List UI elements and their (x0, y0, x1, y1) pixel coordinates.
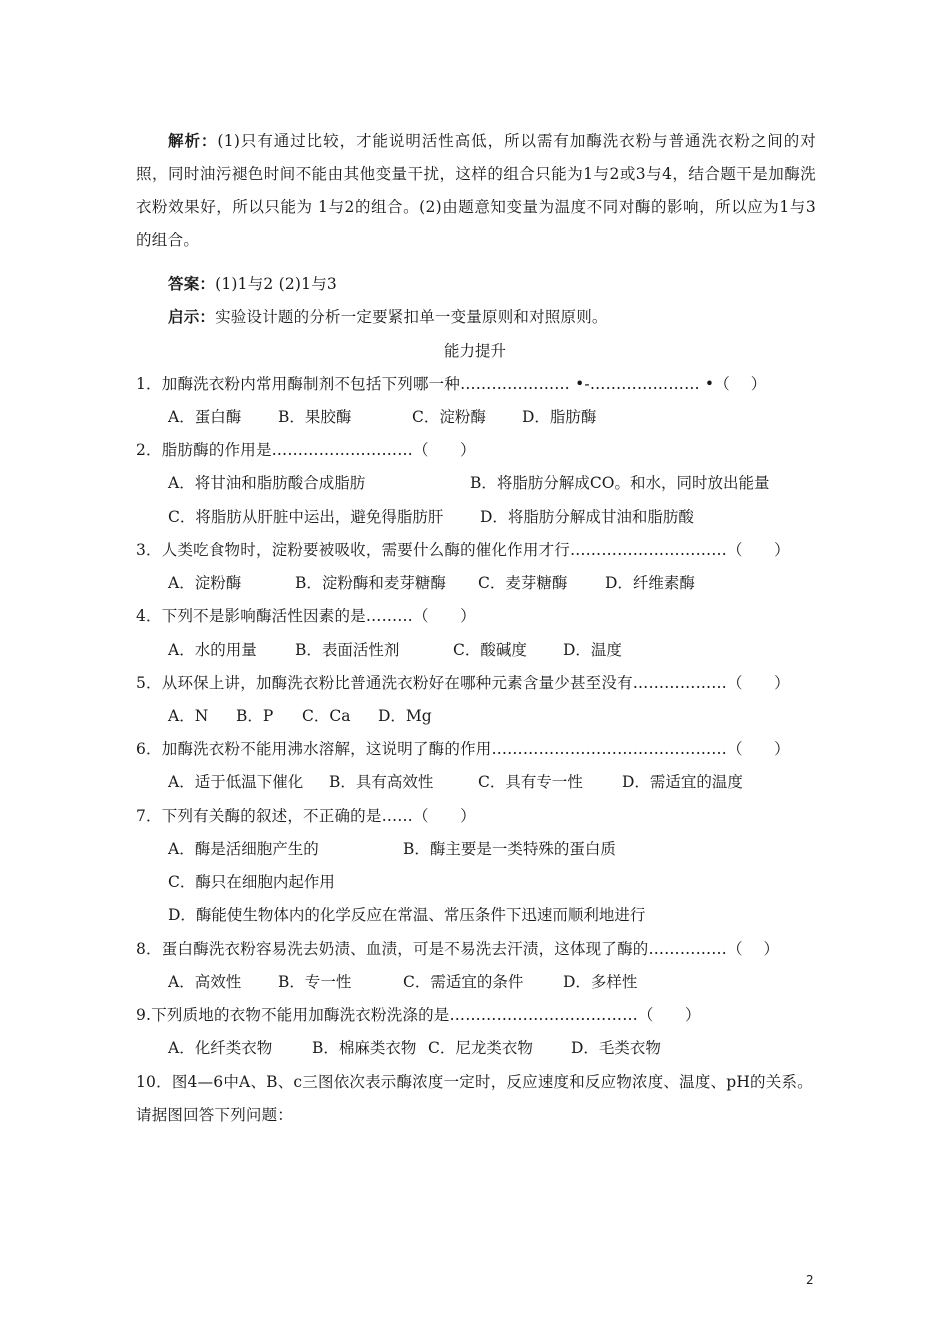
page-number: 2 (806, 1273, 814, 1287)
question-1-option-b: B．果胶酶 (278, 408, 352, 426)
question-3-option-d: D．纤维素酶 (605, 574, 695, 592)
section-title: 能力提升 (443, 342, 506, 360)
question-5-option-d: D．Mg (378, 707, 432, 725)
analysis-label: 解析： (168, 131, 218, 150)
question-4-stem: 4．下列不是影响酶活性因素的是………（ ） (136, 607, 476, 625)
answer-text: (1)1与2 (2)1与3 (215, 275, 337, 293)
question-5-stem: 5．从环保上讲，加酶洗衣粉比普通洗衣粉好在哪种元素含量少甚至没有………………（ ） (136, 674, 790, 692)
question-9-option-d: D．毛类衣物 (571, 1039, 661, 1057)
question-6-stem: 6．加酶洗衣粉不能用沸水溶解，这说明了酶的作用………………………………………（ ） (136, 740, 790, 758)
question-2-option-a: A．将甘油和脂肪酸合成脂肪 (168, 474, 366, 492)
question-3-stem: 3．人类吃食物时，淀粉要被吸收，需要什么酶的催化作用才行…………………………（ ） (136, 541, 790, 559)
question-8-option-b: B．专一性 (278, 973, 352, 991)
question-1-stem: 1．加酶洗衣粉内常用酶制剂不包括下列哪一种………………… •-………………… •（ ） (136, 375, 767, 393)
question-6-option-a: A．适于低温下催化 (168, 773, 304, 791)
question-7-option-b: B．酶主要是一类特殊的蛋白质 (403, 840, 616, 858)
question-9-stem: 9.下列质地的衣物不能用加酶洗衣粉洗涤的是………………………………（ ） (136, 1006, 701, 1024)
question-7-option-a: A．酶是活细胞产生的 (168, 840, 319, 858)
question-4-option-b: B．表面活性剂 (295, 641, 400, 659)
question-7-option-d: D．酶能使生物体内的化学反应在常温、常压条件下迅速而顺利地进行 (168, 906, 646, 924)
hint-label: 启示： (168, 307, 216, 326)
question-10-line-1: 10．图4—6中A、B、c三图依次表示酶浓度一定时，反应速度和反应物浓度、温度、pH的关系。 (136, 1073, 813, 1091)
question-5-option-b: B．P (236, 707, 274, 725)
question-8-stem: 8．蛋白酶洗衣粉容易洗去奶渍、血渍，可是不易洗去汗渍，这体现了酶的……………（ ） (136, 940, 780, 958)
question-9-option-b: B．棉麻类衣物 (312, 1039, 417, 1057)
question-6-option-d: D．需适宜的温度 (622, 773, 743, 791)
question-3-option-a: A．淀粉酶 (168, 574, 242, 592)
question-6-option-c: C．具有专一性 (478, 773, 583, 791)
question-6-option-b: B．具有高效性 (329, 773, 434, 791)
question-2-stem: 2．脂肪酶的作用是………………………（ ） (136, 441, 476, 459)
question-4-option-d: D．温度 (563, 641, 622, 659)
question-2-option-c: C．将脂肪从肝脏中运出，避免得脂肪肝 (168, 508, 444, 526)
question-3-option-c: C．麦芽糖酶 (478, 574, 568, 592)
question-9-option-c: C．尼龙类衣物 (428, 1039, 533, 1057)
question-4-option-c: C．酸碱度 (453, 641, 527, 659)
analysis-paragraph (136, 124, 816, 257)
question-7-stem: 7．下列有关酶的叙述，不正确的是……（ ） (136, 807, 476, 825)
question-4-option-a: A．水的用量 (168, 641, 257, 659)
question-1-option-a: A．蛋白酶 (168, 408, 242, 426)
hint-line (168, 307, 608, 327)
question-3-option-b: B．淀粉酶和麦芽糖酶 (295, 574, 446, 592)
answer-label: 答案： (168, 274, 216, 293)
question-10-line-2: 请据图回答下列问题： (136, 1106, 294, 1124)
question-5-option-a: A．N (168, 707, 209, 725)
question-1-option-d: D．脂肪酶 (522, 408, 597, 426)
hint-text: 实验设计题的分析一定要紧扣单一变量原则和对照原则。 (215, 308, 608, 326)
question-5-option-c: C．Ca (302, 707, 351, 725)
question-9-option-a: A．化纤类衣物 (168, 1039, 273, 1057)
question-8-option-d: D．多样性 (563, 973, 638, 991)
question-2-option-d: D．将脂肪分解成甘油和脂肪酸 (480, 508, 694, 526)
question-8-option-c: C．需适宜的条件 (403, 973, 524, 991)
question-8-option-a: A．高效性 (168, 973, 242, 991)
analysis-text: (1)只有通过比较，才能说明活性高低，所以需有加酶洗衣粉与普通洗衣粉之间的对照，同时油污褪色时间不能由其他变量干扰，这样的组合只能为1与2或3与4，结合题干是加酶洗衣粉效果好，所以只能为 1与2的组合。(2)由题意知变量为温度不同对酶的影响，所以应为1与3的组合。 (136, 132, 816, 249)
answer-line (168, 274, 337, 294)
question-7-option-c: C．酶只在细胞内起作用 (168, 873, 335, 891)
question-2-option-b: B．将脂肪分解成CO。和水，同时放出能量 (470, 474, 770, 492)
question-1-option-c: C．淀粉酶 (412, 408, 486, 426)
